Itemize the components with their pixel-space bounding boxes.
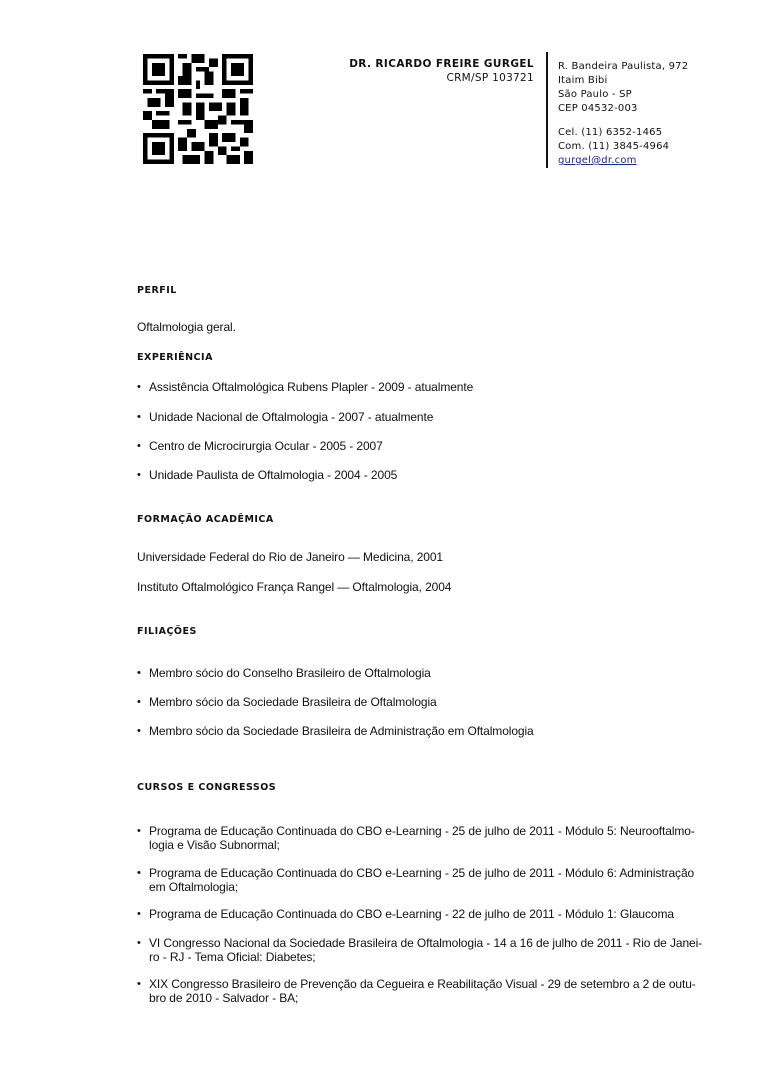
phone-com: Com. (11) 3845-4964	[558, 141, 670, 152]
list-item: • Unidade Nacional de Oftalmologia - 2007 - atualmente	[137, 410, 434, 424]
list-item: • Programa de Educação Continuada do CBO e-Learning - 25 de julho de 2011 - Módulo 6: Administração em Oftalmologia;	[137, 866, 695, 894]
list-item: • Membro sócio da Sociedade Brasileira de Oftalmologia	[137, 695, 437, 709]
list-item: • Membro sócio do Conselho Brasileiro de Oftalmologia	[137, 666, 431, 680]
perfil-text: Oftalmologia geral.	[137, 320, 236, 334]
bullet-icon: •	[137, 696, 141, 708]
bullet-icon: •	[137, 469, 141, 481]
doctor-header	[349, 57, 534, 85]
bullet-icon: •	[137, 411, 141, 423]
qr-code-icon	[143, 54, 253, 164]
bullet-icon: •	[137, 381, 141, 393]
bullet-icon: •	[137, 440, 141, 452]
section-title-formacao: FORMAÇÃO ACADÊMICA	[137, 514, 274, 525]
formacao-item: Instituto Oftalmológico França Rangel — Oftalmologia, 2004	[137, 580, 452, 594]
header-divider	[546, 52, 548, 168]
section-title-perfil: PERFIL	[137, 285, 177, 296]
crm-number: CRM/SP 103721	[446, 72, 534, 84]
list-item: • Programa de Educação Continuada do CBO e-Learning - 25 de julho de 2011 - Módulo 5: Neurooftalmo-logia e Visão Subnormal;	[137, 824, 695, 852]
doctor-name: DR. RICARDO FREIRE GURGEL	[349, 58, 534, 70]
phone-cel: Cel. (11) 6352-1465	[558, 127, 663, 138]
address-line: Itaim Bibi	[558, 75, 608, 86]
list-item: • Unidade Paulista de Oftalmologia - 2004 - 2005	[137, 468, 398, 482]
list-item: • Centro de Microcirurgia Ocular - 2005 - 2007	[137, 439, 383, 453]
section-title-experiencia: EXPERIÊNCIA	[137, 352, 213, 363]
section-title-cursos: CURSOS E CONGRESSOS	[137, 782, 277, 793]
list-item: • VI Congresso Nacional da Sociedade Brasileira de Oftalmologia - 14 a 16 de julho de 2011 - Rio de Janei-ro - RJ - Tema Oficial: Diabetes;	[137, 936, 703, 964]
list-item: • Assistência Oftalmológica Rubens Plapler - 2009 - atualmente	[137, 380, 474, 394]
bullet-icon: •	[137, 908, 141, 920]
bullet-icon: •	[137, 667, 141, 679]
address-cep: CEP 04532-003	[558, 103, 638, 114]
contact-block	[558, 60, 688, 168]
formacao-item: Universidade Federal do Rio de Janeiro — Medicina, 2001	[137, 550, 444, 564]
email-link[interactable]: gurgel@dr.com	[558, 155, 637, 166]
bullet-icon: •	[137, 825, 141, 837]
bullet-icon: •	[137, 725, 141, 737]
section-title-filiacoes: FILIAÇÕES	[137, 626, 197, 637]
bullet-icon: •	[137, 978, 141, 990]
bullet-icon: •	[137, 937, 141, 949]
list-item: • Programa de Educação Continuada do CBO e-Learning - 22 de julho de 2011 - Módulo 1: Glaucoma	[137, 907, 674, 921]
list-item: • Membro sócio da Sociedade Brasileira de Administração em Oftalmologia	[137, 724, 534, 738]
address-line: R. Bandeira Paulista, 972	[558, 61, 689, 72]
bullet-icon: •	[137, 867, 141, 879]
list-item: • XIX Congresso Brasileiro de Prevenção da Cegueira e Reabilitação Visual - 29 de setembro a 2 de outu-bro de 2010 - Salvador - BA;	[137, 977, 696, 1005]
address-line: São Paulo - SP	[558, 89, 632, 100]
